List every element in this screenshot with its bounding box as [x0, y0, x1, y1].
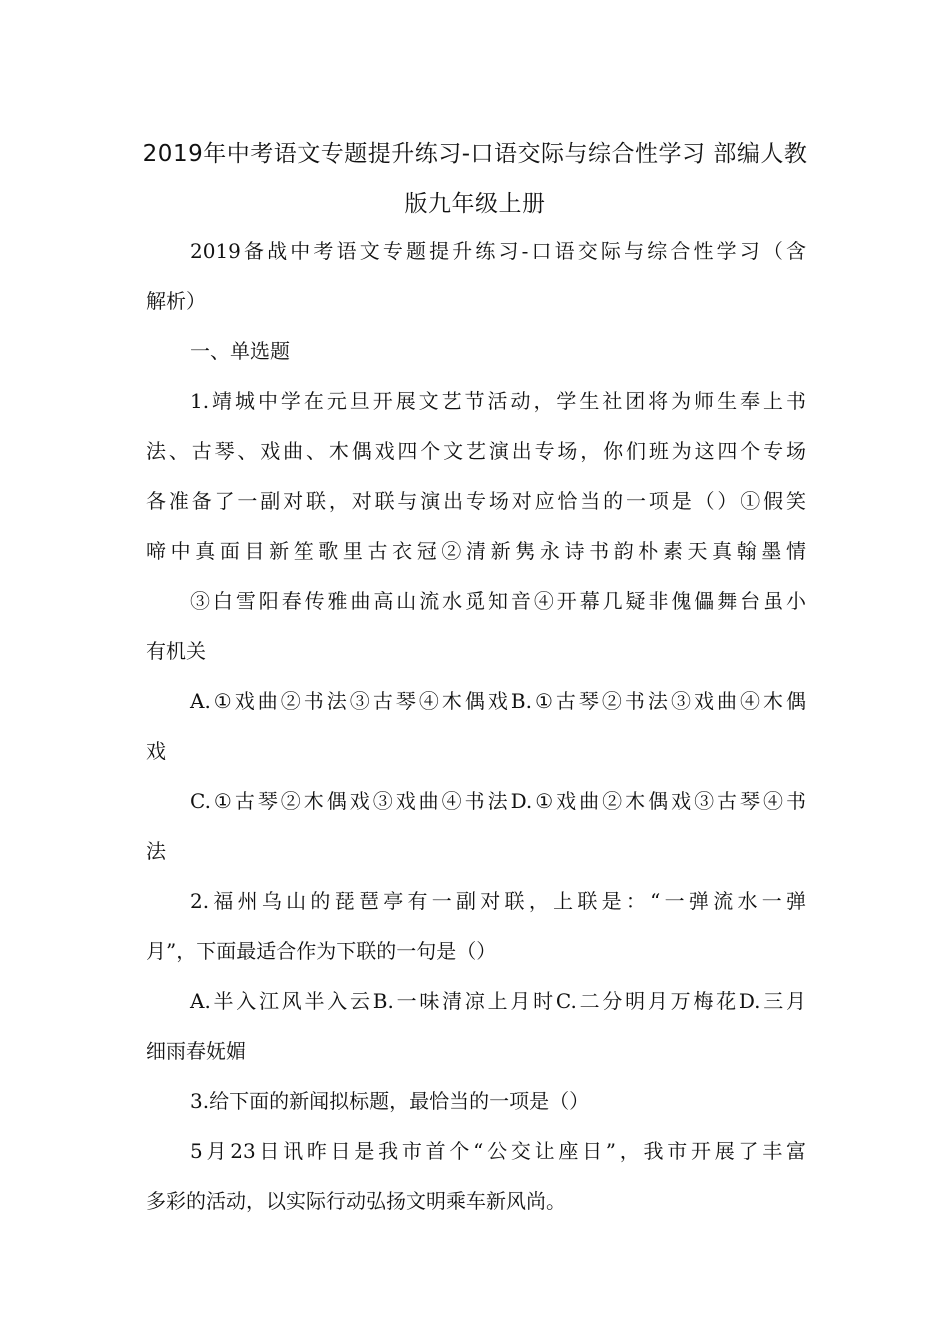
- q1-line-2: 法、古琴、戏曲、木偶戏四个文艺演出专场，你们班为这四个专场: [146, 439, 806, 463]
- q1-line-5: ③白雪阳春传雅曲高山流水觅知音④开幕几疑非傀儡舞台虽小: [190, 589, 806, 613]
- q1-option-ab-line-1: A.①戏曲②书法③古琴④木偶戏B.①古琴②书法③戏曲④木偶: [190, 689, 806, 713]
- q1-line-1: 1.靖城中学在元旦开展文艺节活动，学生社团将为师生奉上书: [190, 389, 806, 413]
- document-title-line-2: 版九年级上册: [404, 191, 546, 217]
- q1-line-4: 啼中真面目新笙歌里古衣冠②清新隽永诗书韵朴素天真翰墨情: [146, 539, 806, 563]
- section-heading: 一、单选题: [190, 339, 290, 363]
- q3-line-2: 5月23日讯昨日是我市首个“公交让座日”，我市开展了丰富: [190, 1139, 806, 1163]
- q2-line-1: 2.福州乌山的琵琶亭有一副对联，上联是：“一弹流水一弹: [190, 889, 806, 913]
- q1-option-cd-line-2: 法: [146, 839, 166, 863]
- document-title-line-1: 2019年中考语文专题提升练习-口语交际与综合性学习 部编人教: [142, 141, 808, 167]
- subtitle-line-1: 2019备战中考语文专题提升练习-口语交际与综合性学习（含: [190, 239, 806, 263]
- q2-options-line-1: A.半入江风半入云B.一味清凉上月时C.二分明月万梅花D.三月: [190, 989, 806, 1013]
- q1-option-cd-line-1: C.①古琴②木偶戏③戏曲④书法D.①戏曲②木偶戏③古琴④书: [190, 789, 806, 813]
- q1-line-3: 各准备了一副对联，对联与演出专场对应恰当的一项是（）①假笑: [146, 489, 806, 513]
- subtitle-line-2: 解析）: [146, 289, 206, 313]
- q1-line-6: 有机关: [146, 639, 206, 663]
- q1-option-ab-line-2: 戏: [146, 739, 166, 763]
- q3-line-1: 3.给下面的新闻拟标题，最恰当的一项是（）: [190, 1089, 590, 1113]
- q2-options-line-2: 细雨春妩媚: [146, 1039, 246, 1063]
- q3-line-3: 多彩的活动，以实际行动弘扬文明乘车新风尚。: [146, 1189, 566, 1213]
- q2-line-2: 月”，下面最适合作为下联的一句是（）: [146, 939, 497, 963]
